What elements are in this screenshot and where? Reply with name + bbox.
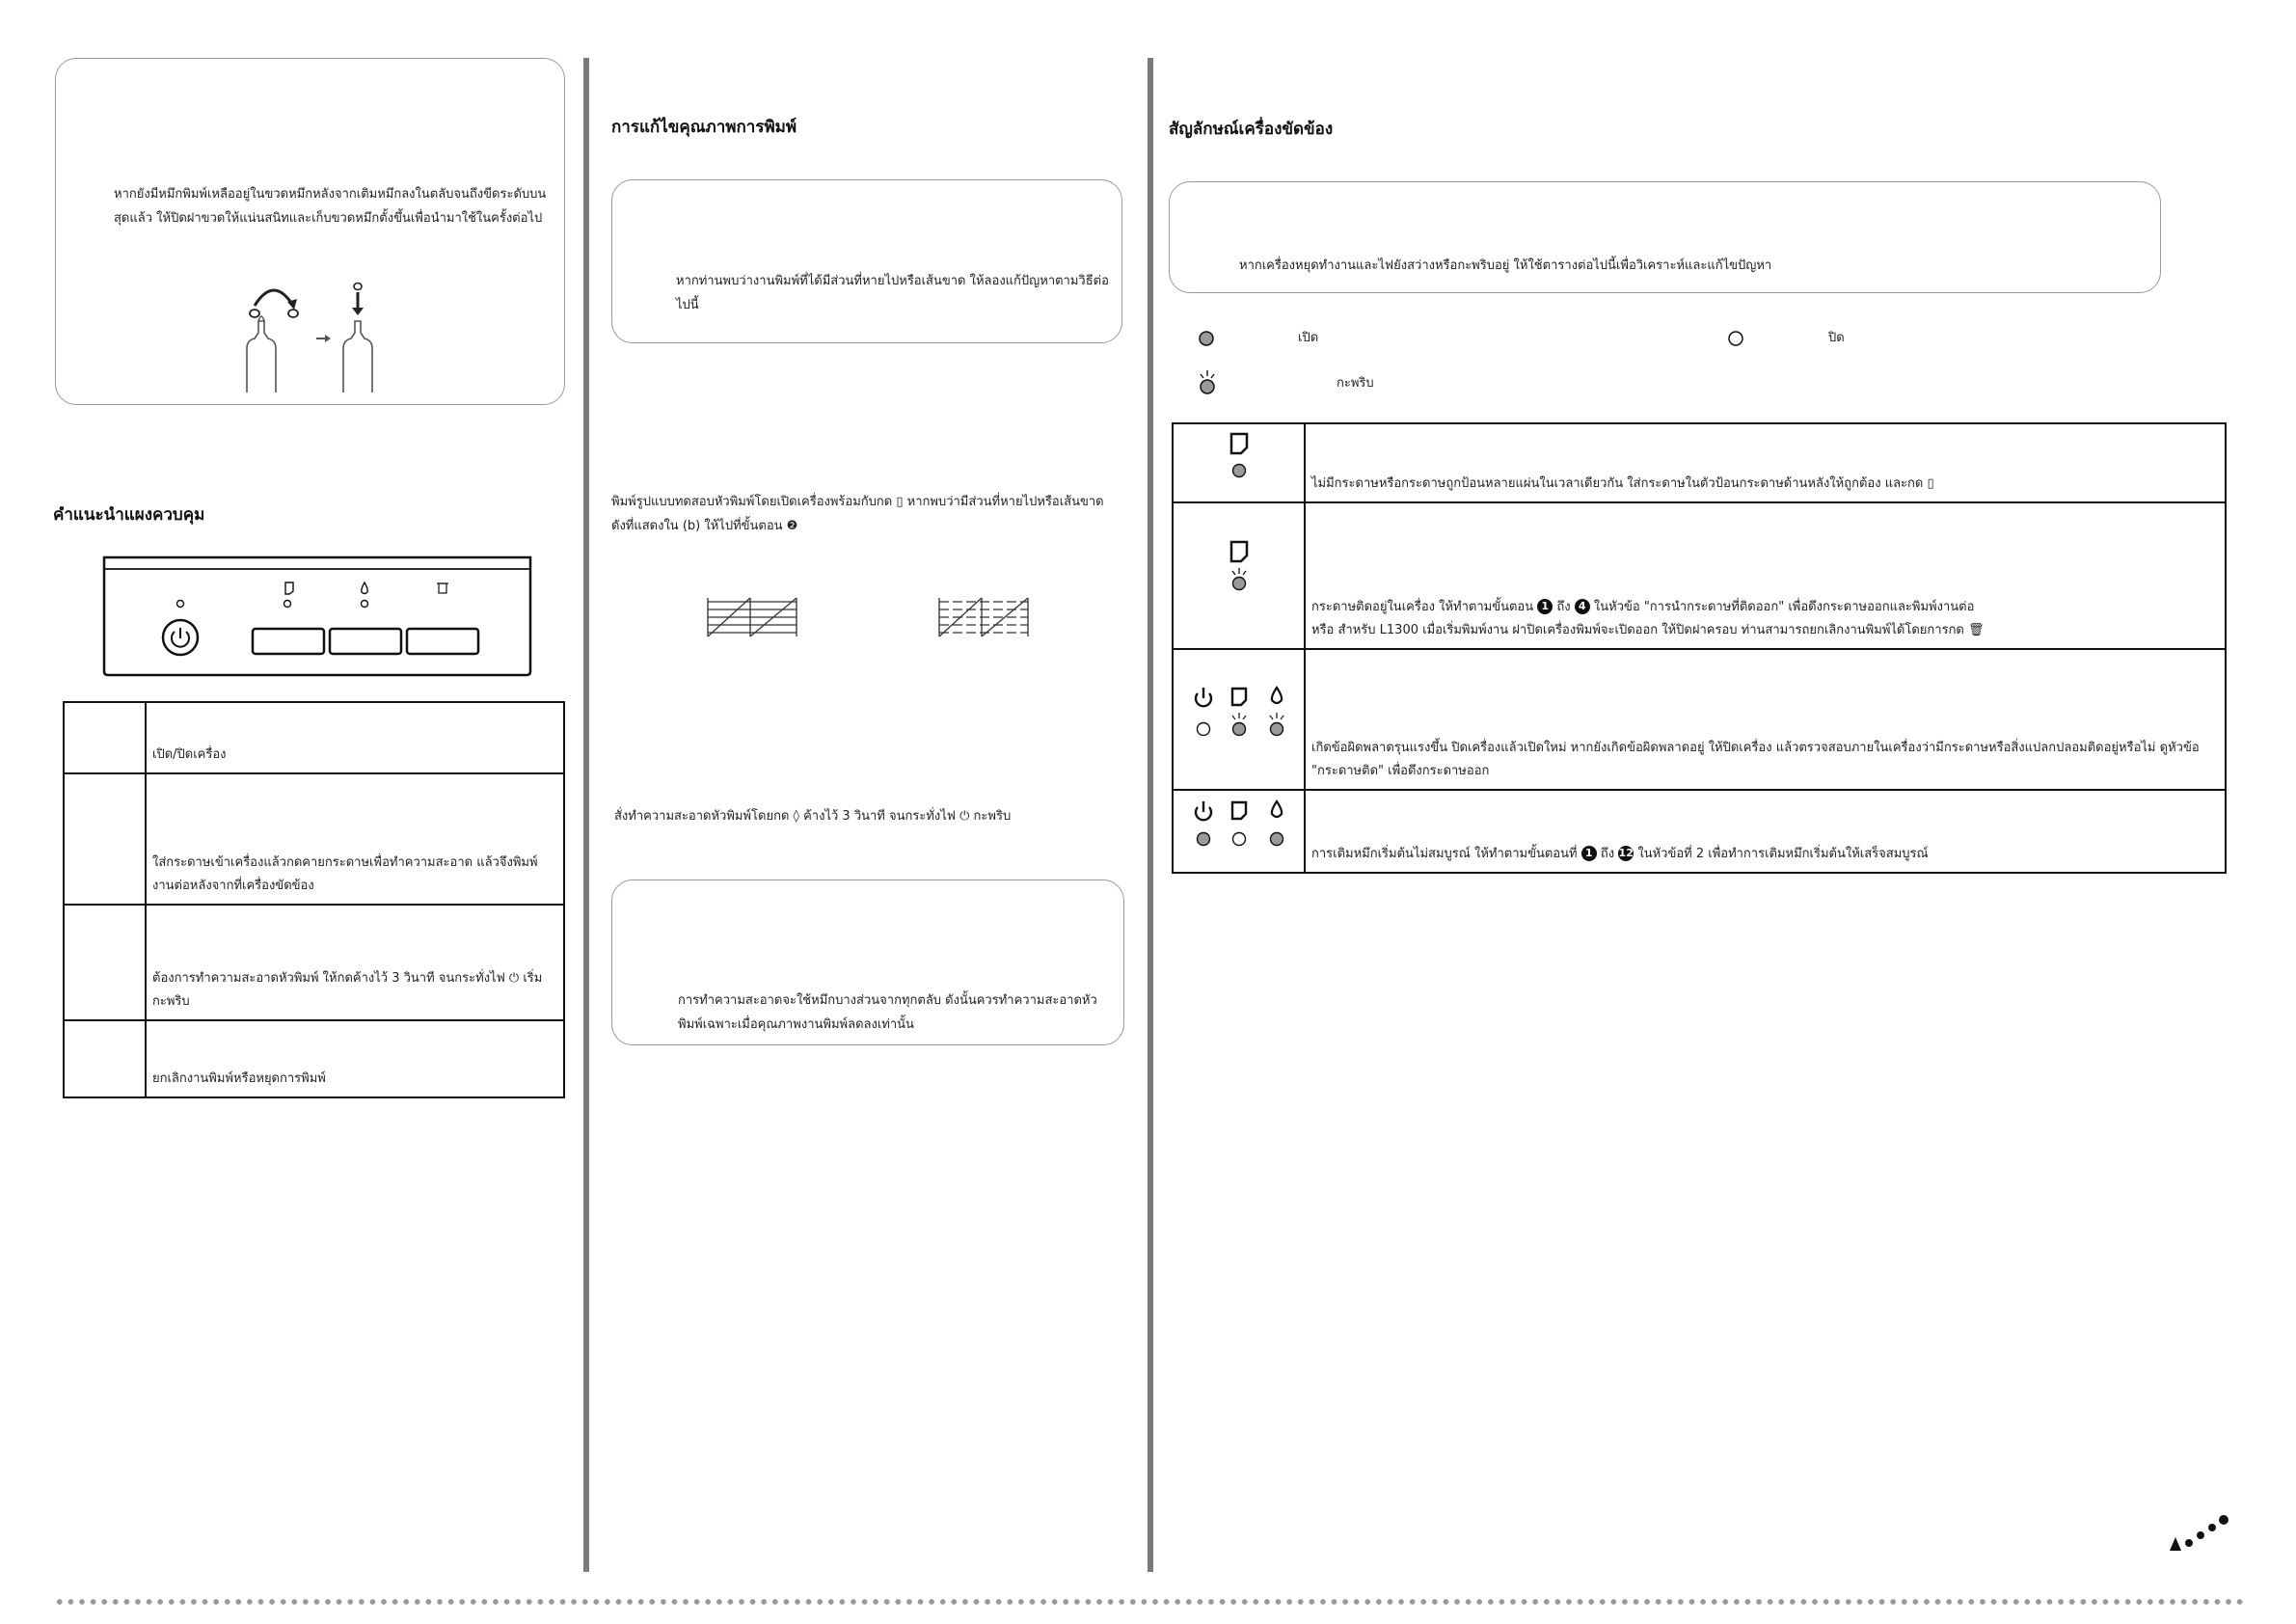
step-badge: 1 [1537, 599, 1553, 614]
table-cell-text: ใส่กระดาษเข้าเครื่องแล้วกดคายกระดาษเพื่อทำความสะอาด แล้วจึงพิมพ์งานต่อหลังจากที่เครื่องขัดข้อง [146, 773, 564, 905]
legend-off-icon [1727, 330, 1744, 347]
ink-charge-text-b: ถึง [1600, 847, 1615, 861]
print-quality-heading: การแก้ไขคุณภาพการพิมพ์ [611, 118, 797, 137]
paper-jam-text-a: กระดาษติดอยู่ในเครื่อง ให้ทำตามขั้นตอน [1311, 600, 1534, 614]
paper-jam-text-c: ในหัวข้อ "การนำกระดาษที่ติดออก" เพื่อดึงกระดาษออกและพิมพ์งานต่อ [1593, 600, 1975, 614]
indicator-cell [1173, 502, 1305, 649]
step-badge: 1 [1581, 846, 1597, 861]
table-row [1173, 790, 2226, 873]
table-row [1173, 423, 2226, 502]
table-cell-icon [64, 905, 146, 1020]
legend-on-label: เปิด [1298, 331, 1319, 345]
paper-light-blink-indicator [1220, 538, 1258, 602]
table-cell-icon [64, 773, 146, 905]
control-panel-table [63, 701, 565, 1098]
step-badge: 4 [1575, 599, 1590, 614]
table-cell-icon [64, 1020, 146, 1097]
column-divider [583, 58, 589, 1572]
legend-on-icon [1198, 330, 1215, 347]
table-cell-text: ไม่มีกระดาษหรือกระดาษถูกป้อนหลายแผ่นในเวลาเดียวกัน ใส่กระดาษในตัวป้อนกระดาษด้านหลังให้ถูกต้อง และกด ▯ [1305, 423, 2226, 502]
indicator-cell [1173, 649, 1305, 790]
table-row [1173, 649, 2226, 790]
table-row [1173, 502, 2226, 649]
step2-text: สั่งทำความสะอาดหัวพิมพ์โดยกด ◊ ค้างไว้ 3 วินาที จนกระทั่งไฟ ⏻ กะพริบ [614, 809, 1012, 824]
error-indicators-heading: สัญลักษณ์เครื่องขัดข้อง [1169, 120, 1334, 139]
table-row [64, 905, 564, 1020]
table-row [64, 1020, 564, 1097]
legend-blink-icon [1197, 368, 1218, 395]
column-divider [1148, 58, 1153, 1572]
paper-jam-text-b: ถึง [1556, 600, 1571, 614]
nozzle-pattern-broken [935, 596, 1032, 640]
refill-note-box [55, 58, 565, 405]
legend-off-label: ปิด [1828, 331, 1845, 345]
error-note-box [1169, 181, 2161, 293]
error-indicator-table [1172, 422, 2227, 874]
print-quality-note-box [611, 179, 1122, 343]
table-cell-text [1305, 790, 2226, 873]
cleaning-note-text: การทำความสะอาดจะใช้หมึกบางส่วนจากทุกตลับ ดังนั้นควรทำความสะอาดหัวพิมพ์เฉพาะเมื่อคุณภาพงานพิมพ์ลดลงเท่านั้น [678, 993, 1097, 1032]
table-cell-text: ต้องการทำความสะอาดหัวพิมพ์ ให้กดค้างไว้ 3 วินาที จนกระทั่งไฟ ⏻ เริ่มกะพริบ [146, 905, 564, 1020]
step-badge: 12 [1618, 847, 1634, 859]
refill-note-text: หากยังมีหมึกพิมพ์เหลืออยู่ในขวดหมึกหลังจากเติมหมึกลงในตลับจนถึงขีดระดับบนสุดแล้ว ให้ปิดฝาขวดให้แน่นสนิทและเก็บขวดหมึกตั้งขึ้นเพื่อนำมาใช้ในครั้งต่อไป [114, 187, 547, 226]
table-cell-text: ยกเลิกงานพิมพ์หรือหยุดการพิมพ์ [146, 1020, 564, 1097]
indicator-cell [1173, 423, 1305, 502]
error-note-text: หากเครื่องหยุดทำงานและไฟยังสว่างหรือกะพริบอยู่ ให้ใช้ตารางต่อไปนี้เพื่อวิเคราะห์และแก้ไขปัญหา [1239, 258, 1772, 273]
table-cell-icon [64, 702, 146, 773]
all-lights-error-indicator [1186, 685, 1292, 743]
paper-light-on-indicator [1220, 430, 1258, 484]
control-panel-diagram [100, 554, 534, 679]
table-row [64, 773, 564, 905]
legend-blink-label: กะพริบ [1337, 376, 1374, 391]
ink-charge-indicator [1186, 798, 1292, 853]
ink-charge-text-a: การเติมหมึกเริ่มต้นไม่สมบูรณ์ ให้ทำตามขั้นตอนที่ [1311, 847, 1578, 861]
next-page-arrow-icon [2168, 1506, 2235, 1555]
ink-bottle-illustration [235, 279, 399, 394]
step1-text: พิมพ์รูปแบบทดสอบหัวพิมพ์โดยเปิดเครื่องพร้อมกับกด ▯ หากพบว่ามีส่วนที่หายไปหรือเส้นขาดดังที่แสดงใน (b) ให้ไปที่ขั้นตอน ❷ [611, 495, 1104, 533]
nozzle-pattern-good [704, 596, 800, 640]
cleaning-note-box [611, 880, 1124, 1045]
table-cell-text [1305, 502, 2226, 649]
control-panel-heading: คำแนะนำแผงควบคุม [53, 505, 205, 525]
indicator-cell [1173, 790, 1305, 873]
print-quality-note-text: หากท่านพบว่างานพิมพ์ที่ได้มีส่วนที่หายไปหรือเส้นขาด ให้ลองแก้ปัญหาตามวิธีต่อไปนี้ [676, 274, 1109, 312]
table-row [64, 702, 564, 773]
ink-charge-text-c: ในหัวข้อที่ 2 เพื่อทำการเติมหมึกเริ่มต้นให้เสร็จสมบูรณ์ [1637, 847, 1929, 861]
bottom-dotted-line [54, 1599, 2243, 1605]
paper-jam-text-d: หรือ สำหรับ L1300 เมื่อเริ่มพิมพ์งาน ฝาปิดเครื่องพิมพ์จะเปิดออก ให้ปิดฝาครอบ ท่านสามารถยกเลิกงานพิมพ์ได้โดยการกด 🗑 [1311, 623, 1985, 637]
table-cell-text: เกิดข้อผิดพลาดรุนแรงขึ้น ปิดเครื่องแล้วเปิดใหม่ หากยังเกิดข้อผิดพลาดอยู่ ให้ปิดเครื่อง แล้วตรวจสอบภายในเครื่องว่ามีกระดาษหรือสิ่งแปลกปลอมติดอยู่หรือไม่ ดูหัวข้อ "กระดาษติด" เพื่อดึงกระดาษออก [1305, 649, 2226, 790]
table-cell-text: เปิด/ปิดเครื่อง [146, 702, 564, 773]
